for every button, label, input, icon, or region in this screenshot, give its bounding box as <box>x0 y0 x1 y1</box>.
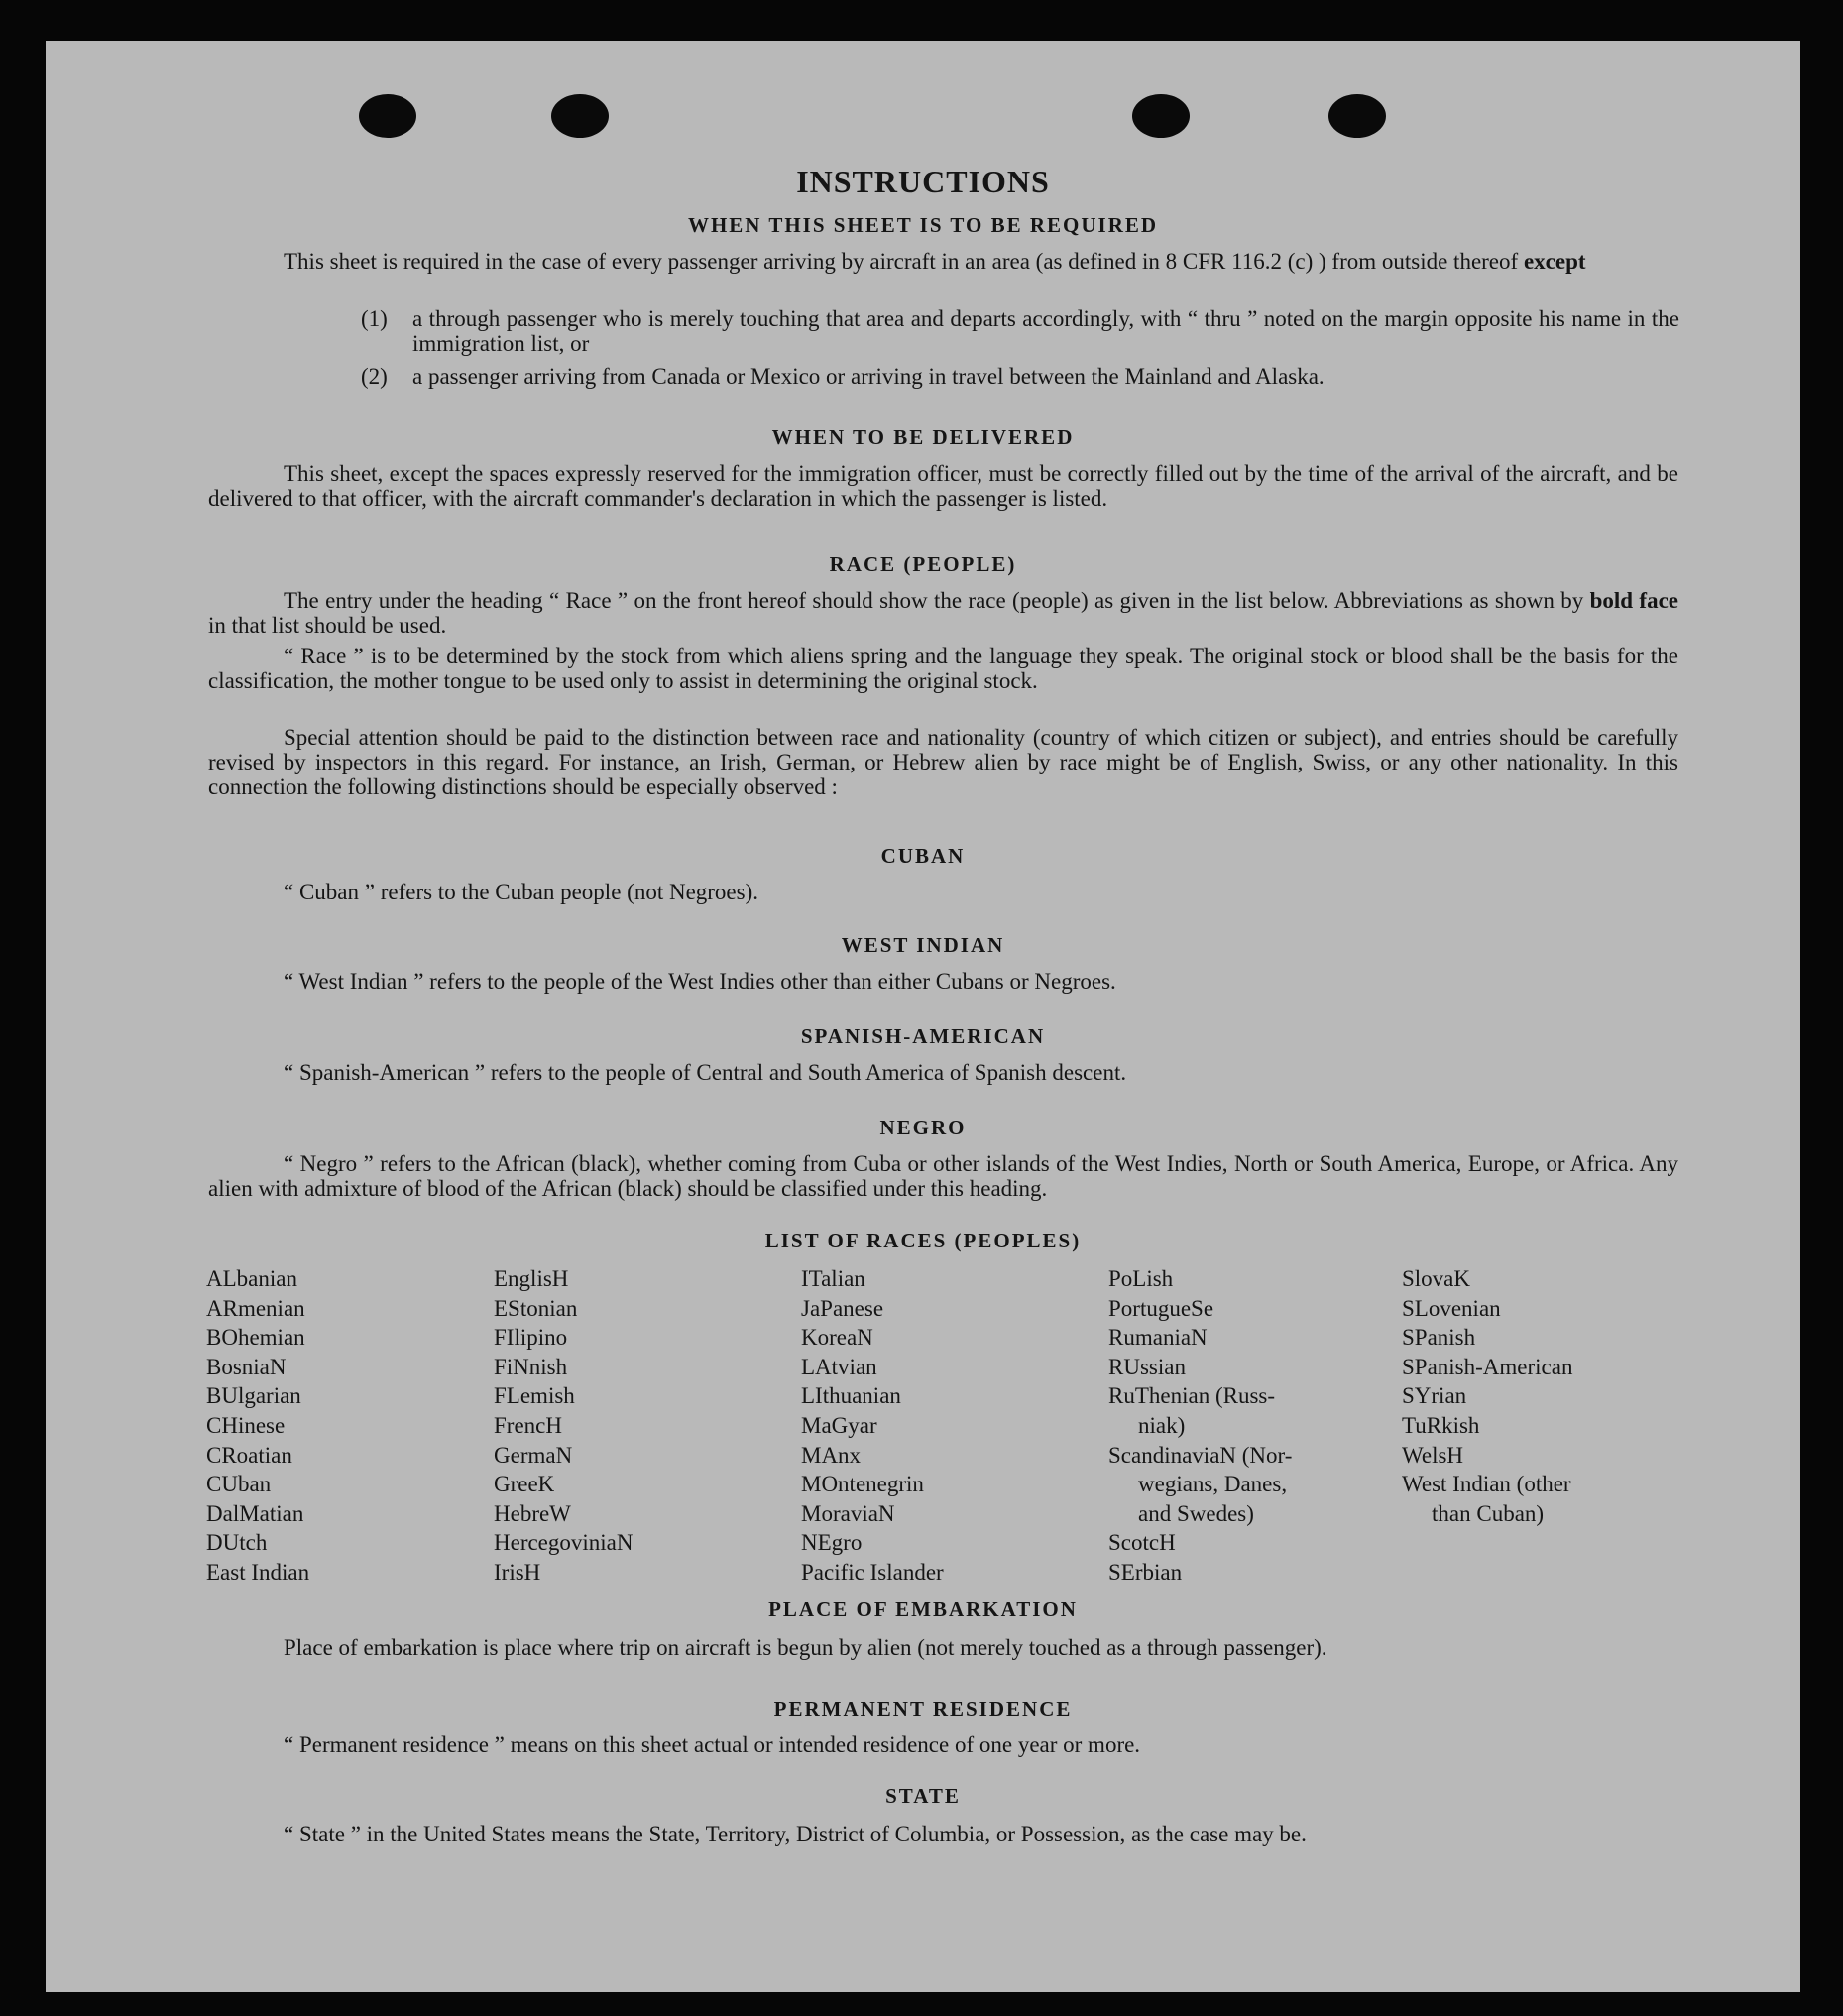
punch-hole <box>551 94 609 138</box>
race-item: MOntenegrin <box>801 1472 924 1497</box>
bold-face-word: bold face <box>1589 588 1678 613</box>
punch-hole <box>1328 94 1386 138</box>
race-item: Pacific Islander <box>801 1559 944 1585</box>
race-item: ITalian <box>801 1266 865 1291</box>
race-item: East Indian <box>206 1559 310 1585</box>
paragraph-delivered: This sheet, except the spaces expressly reserved for the immigration officer, must be correctly filled out by the time of the arrival of the aircraft, and be delivered to that officer, with the aircraft commander's declaration in which the passenger is listed. <box>208 461 1678 511</box>
race-item: ARmenian <box>206 1295 305 1321</box>
race-item: SYrian <box>1402 1383 1467 1409</box>
race-item: CRoatian <box>206 1442 292 1468</box>
paragraph-negro: “ Negro ” refers to the African (black), whether coming from Cuba or other islands of the West Indies, North or South America, Europe, or Africa. Any alien with admixture of blood of the African (black) should be classified under this heading. <box>208 1151 1678 1201</box>
race-column <box>1108 1264 1292 1588</box>
race-item: SlovaK <box>1402 1266 1470 1291</box>
race-item: RuThenian (Russ- <box>1108 1383 1276 1409</box>
race-item-continuation: niak) <box>1138 1412 1186 1438</box>
paragraph-west-indian: “ West Indian ” refers to the people of the West Indies other than either Cubans or Negroes. <box>284 969 1116 994</box>
exception-text: a passenger arriving from Canada or Mexico or arriving in travel between the Mainland and Alaska. <box>412 364 1325 389</box>
race-item: West Indian (other <box>1402 1472 1571 1497</box>
race-item: EnglisH <box>494 1266 569 1291</box>
race-item: EStonian <box>494 1295 578 1321</box>
heading-west-indian: WEST INDIAN <box>841 933 1005 957</box>
punch-hole <box>359 94 416 138</box>
race-item: BOhemian <box>206 1325 305 1351</box>
race-column <box>494 1264 634 1588</box>
race-item: MAnx <box>801 1442 862 1468</box>
race-item: RumaniaN <box>1108 1325 1208 1351</box>
race-item: ALbanian <box>206 1266 297 1291</box>
race-item: KoreaN <box>801 1325 873 1351</box>
race-item: FiNnish <box>494 1354 568 1379</box>
race-item: JaPanese <box>801 1295 884 1321</box>
paragraph-race-stock: “ Race ” is to be determined by the stock from which aliens spring and the language they speak. The original stock or blood shall be the basis for the classification, the mother tongue to be used only to assist in determining the original stock. <box>208 644 1678 693</box>
race-item: FLemish <box>494 1383 575 1409</box>
exception-item <box>361 306 1679 356</box>
heading-spanish-american: SPANISH-AMERICAN <box>800 1024 1046 1048</box>
race-item: BUlgarian <box>206 1383 301 1409</box>
race-item: PortugueSe <box>1108 1295 1214 1321</box>
paragraph-residence: “ Permanent residence ” means on this sheet actual or intended residence of one year or more. <box>284 1732 1141 1757</box>
race-item: GermaN <box>494 1442 573 1468</box>
race-item: CUban <box>206 1472 272 1497</box>
race-item: SPanish <box>1402 1325 1476 1351</box>
page-title: INSTRUCTIONS <box>796 164 1050 199</box>
race-item: WelsH <box>1402 1442 1464 1468</box>
required-intro: This sheet is required in the case of every passenger arriving by aircraft in an area (as defined in 8 CFR 116.2 (c) ) from outside thereof <box>284 249 1524 274</box>
race-item: DUtch <box>206 1530 268 1556</box>
paragraph-required <box>208 249 1678 274</box>
heading-place-of-embarkation: PLACE OF EMBARKATION <box>768 1598 1078 1621</box>
race-item: SLovenian <box>1402 1295 1501 1321</box>
race-item: LAtvian <box>801 1354 877 1379</box>
heading-race: RACE (PEOPLE) <box>829 552 1017 576</box>
race-item: MoraviaN <box>801 1500 895 1526</box>
race-item-continuation: wegians, Danes, <box>1138 1472 1288 1497</box>
heading-cuban: CUBAN <box>880 844 966 868</box>
race-entry-text: The entry under the heading “ Race ” on the front hereof should show the race (people) as given in the list below. Abbreviations as shown by <box>284 588 1590 613</box>
exception-number: (1) <box>361 306 388 331</box>
heading-permanent-residence: PERMANENT RESIDENCE <box>773 1697 1073 1720</box>
race-column <box>1402 1264 1572 1528</box>
race-item: TuRkish <box>1402 1412 1480 1438</box>
paragraph-spanish-american: “ Spanish-American ” refers to the people of Central and South America of Spanish descent. <box>284 1060 1127 1085</box>
exception-item <box>361 364 1679 389</box>
race-item: PoLish <box>1108 1266 1174 1291</box>
race-item: FIlipino <box>494 1325 568 1351</box>
race-item: RUssian <box>1108 1354 1186 1379</box>
race-item: HercegoviniaN <box>494 1530 634 1556</box>
heading-list-of-races: LIST OF RACES (PEOPLES) <box>764 1229 1082 1252</box>
heading-when-required: WHEN THIS SHEET IS TO BE REQUIRED <box>687 213 1159 237</box>
race-item: BosniaN <box>206 1354 287 1379</box>
heading-state: STATE <box>885 1784 961 1808</box>
race-entry-text-end: in that list should be used. <box>208 613 447 638</box>
race-item-continuation: and Swedes) <box>1138 1500 1254 1526</box>
race-item-continuation: than Cuban) <box>1432 1500 1545 1526</box>
race-item: DalMatian <box>206 1500 304 1526</box>
race-item: SPanish-American <box>1402 1354 1573 1379</box>
race-item: GreeK <box>494 1472 555 1497</box>
race-item: SErbian <box>1108 1559 1183 1585</box>
race-item: IrisH <box>494 1559 541 1585</box>
race-item: MaGyar <box>801 1412 877 1438</box>
race-item: LIthuanian <box>801 1383 901 1409</box>
race-item: ScandinaviaN (Nor- <box>1108 1442 1293 1468</box>
exception-number: (2) <box>361 364 388 389</box>
exception-text: a through passenger who is merely touching that area and departs accordingly, with “ thru ” noted on the margin opposite his name in the immigration list, or <box>412 306 1679 356</box>
paragraph-race-entry <box>208 588 1678 638</box>
race-item: FrencH <box>494 1412 562 1438</box>
race-item: HebreW <box>494 1500 571 1526</box>
paragraph-race-nationality: Special attention should be paid to the distinction between race and nationality (country of which citizen or subject), and entries should be carefully revised by inspectors in this regard. For instance, an Irish, German, or Hebrew alien by race might be of English, Swiss, or any other nationality. In this connection the following distinctions should be especially observed : <box>208 725 1678 799</box>
except-word: except <box>1523 249 1586 274</box>
race-item: CHinese <box>206 1412 286 1438</box>
race-column <box>801 1264 944 1588</box>
race-column <box>206 1264 309 1588</box>
punch-hole <box>1132 94 1190 138</box>
paragraph-embarkation: Place of embarkation is place where trip on aircraft is begun by alien (not merely touched as a through passenger). <box>284 1635 1327 1660</box>
race-item: NEgro <box>801 1530 863 1556</box>
paragraph-cuban: “ Cuban ” refers to the Cuban people (not Negroes). <box>284 880 759 904</box>
race-item: ScotcH <box>1108 1530 1176 1556</box>
paragraph-state: “ State ” in the United States means the State, Territory, District of Columbia, or Possession, as the case may be. <box>284 1822 1307 1846</box>
heading-when-delivered: WHEN TO BE DELIVERED <box>771 425 1075 449</box>
document-page <box>46 41 1800 1992</box>
heading-negro: NEGRO <box>879 1116 967 1139</box>
